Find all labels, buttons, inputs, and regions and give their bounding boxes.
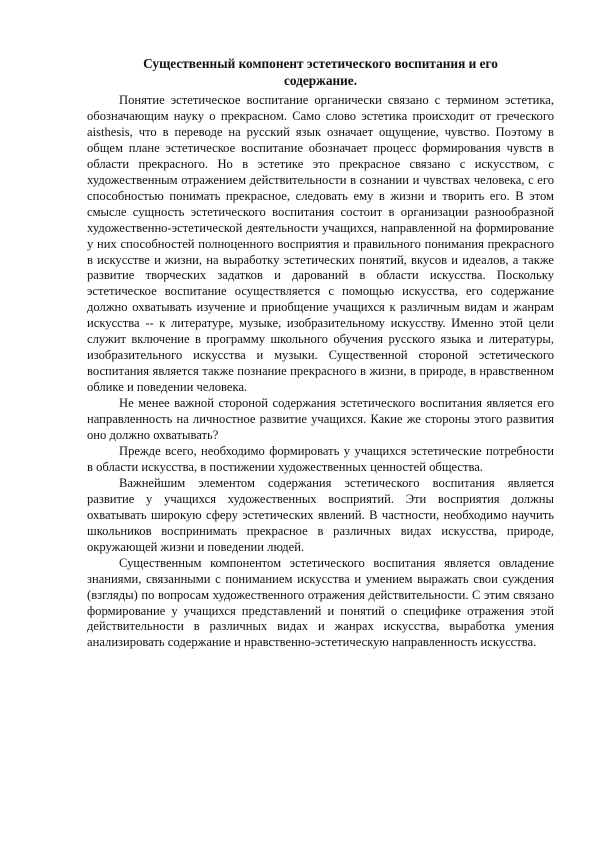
paragraph-4: Важнейшим элементом содержания эстетического воспитания является развитие у учащихся художественных восприятий. Эти восприятия должны охватывать широкую сферу эстетических явлений. В частности, необходимо научить школьников воспринимать прекрасное в различных видах искусства, природе, окружающей жизни и поведении людей. bbox=[87, 475, 554, 554]
document-body bbox=[87, 55, 554, 651]
document-title: Существенный компонент эстетического воспитания и его содержание. bbox=[143, 56, 498, 88]
paragraph-2: Не менее важной стороной содержания эстетического воспитания является его направленность на личностное развитие учащихся. Какие же стороны этого развития оно должно охватывать? bbox=[87, 396, 554, 443]
paragraph-1: Понятие эстетическое воспитание органически связано с термином эстетика, обозначающим науку о прекрасном. Само слово эстетика происходит от греческого aisthesis, что в переводе на русский язык означает ощущение, чувство. Поэтому в общем плане эстетическое воспитание обозначает процесс формирования чувств в области прекрасного. Но в эстетике это прекрасное связано с искусством, с художественным отражением действительности в сознании и чувствах человека, с его способностью понимать прекрасное, следовать ему в жизни и творить его. В этом смысле сущность эстетического воспитания состоит в организации разнообразной художественно-эстетической деятельности учащихся, направленной на формирование у них способностей полноценного восприятия и правильного понимания прекрасного в искусстве и жизни, на выработку эстетических понятий, вкусов и идеалов, а также развитие творческих задатков и дарований в области искусства. Поскольку эстетическое воспитание осуществляется с помощью искусства, его содержание должно охватывать изучение и приобщение учащихся к различным видам и жанрам искусства -- к литературе, музыке, изобразительному искусству. Именно этой цели служит включение в программу школьного обучения русского языка и литературы, изобразительного искусства и музыки. Существенной стороной эстетического воспитания является также познание прекрасного в жизни, в природе, в нравственном облике и поведении человека. bbox=[87, 93, 554, 395]
paragraph-5: Существенным компонентом эстетического воспитания является овладение знаниями, связанными с пониманием искусства и умением выражать свои суждения (взгляды) по вопросам художественного отражения действительности. С этим связано формирование у учащихся представлений и понятий о специфике отражения этой действительности в различных видах и жанрах искусства, выработка умения анализировать содержание и нравственно-эстетическую направленность искусства. bbox=[87, 555, 554, 650]
paragraph-3: Прежде всего, необходимо формировать у учащихся эстетические потребности в области искусства, в постижении художественных ценностей общества. bbox=[87, 443, 554, 474]
